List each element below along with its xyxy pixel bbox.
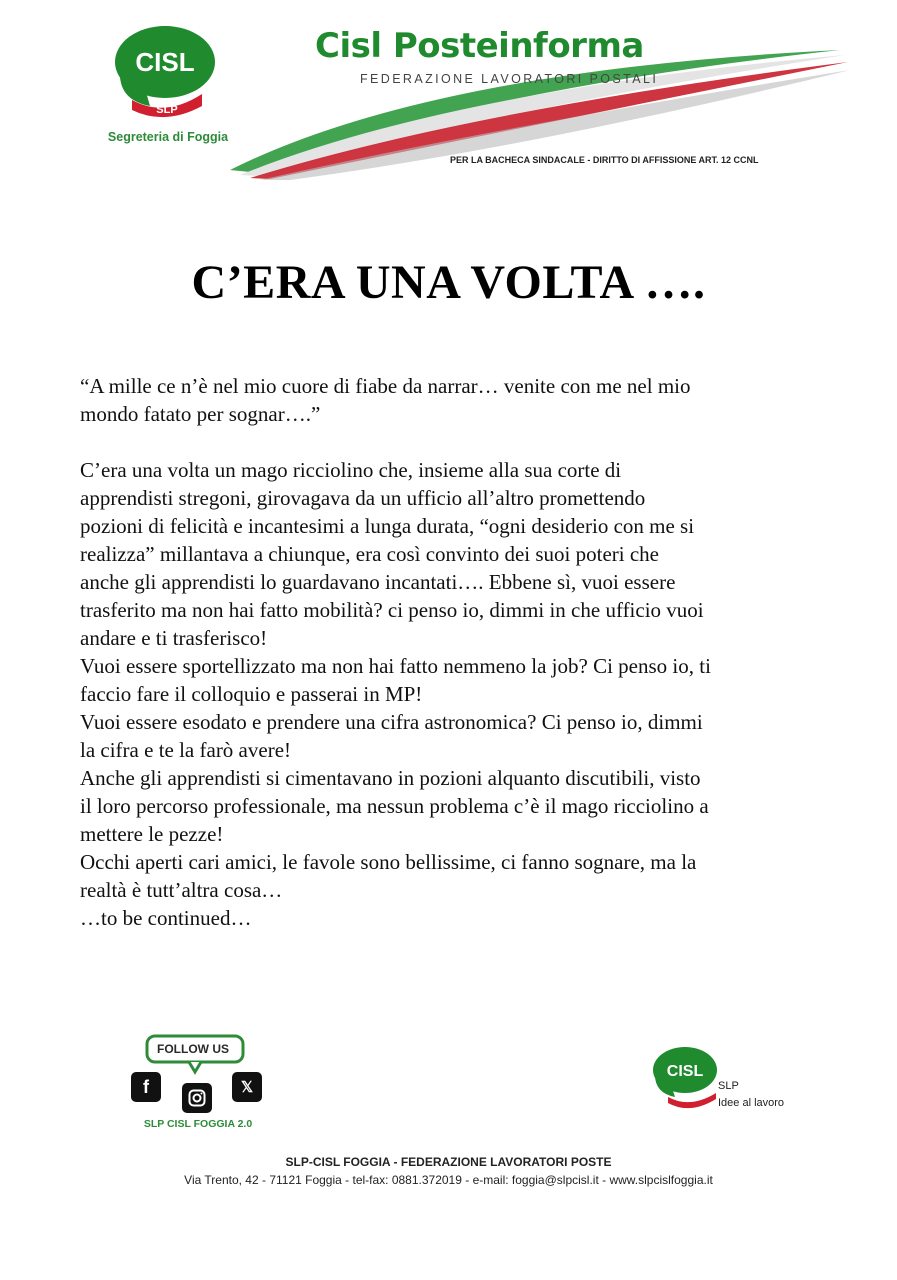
facebook-glyph: f — [143, 1076, 149, 1097]
body-line: apprendisti stregoni, girovagava da un ufficio all’altro promettendo — [80, 486, 646, 510]
follow-us-label: FOLLOW US — [157, 1042, 229, 1056]
cisl-slp-logo-small — [650, 1043, 720, 1113]
bacheca-notice: PER LA BACHECA SINDACALE - DIRITTO DI AFFISSIONE ART. 12 CCNL — [450, 155, 759, 165]
body-line: pozioni di felicità e incantesimi a lunga durata, “ogni desiderio con me si — [80, 514, 695, 538]
body-line: la cifra e te la farò avere! — [80, 738, 292, 762]
body-line: Vuoi essere sportellizzato ma non hai fatto nemmeno la job? Ci penso io, ti — [80, 654, 711, 678]
body-line: mettere le pezze! — [80, 822, 224, 846]
x-glyph: 𝕏 — [240, 1079, 254, 1096]
body-line: faccio fare il colloquio e passerai in MP! — [80, 682, 423, 706]
logo2-tagline: Idee al lavoro — [718, 1097, 785, 1109]
footer-contact: Via Trento, 42 - 71121 Foggia - tel-fax: 0881.372019 - e-mail: foggia@slpcisl.it - www.slpcislfoggia.it — [184, 1173, 713, 1187]
instagram-glyph — [188, 1089, 206, 1107]
cisl-slp-logo — [110, 22, 220, 132]
instagram-icon[interactable] — [182, 1083, 212, 1113]
x-twitter-icon[interactable] — [232, 1072, 262, 1102]
body-line: andare e ti trasferisco! — [80, 626, 268, 650]
segreteria-label: Segreteria di Foggia — [107, 130, 229, 144]
body-line: C’era una volta un mago ricciolino che, insieme alla sua corte di — [80, 458, 622, 482]
logo2-text: CISL — [666, 1063, 704, 1080]
body-line: Vuoi essere esodato e prendere una cifra astronomica? Ci penso io, dimmi — [80, 710, 703, 734]
article-body — [80, 372, 820, 932]
quote-line: “A mille ce n’è nel mio cuore di fiabe da narrar… venite con me nel mio — [80, 374, 691, 398]
body-line: trasferito ma non hai fatto mobilità? ci penso io, dimmi in che ufficio vuoi — [80, 598, 704, 622]
body-line: il loro percorso professionale, ma nessun problema c’è il mago ricciolino a — [80, 794, 709, 818]
page-title: C’ERA UNA VOLTA …. — [191, 256, 706, 309]
quote-line: mondo fatato per sognar….” — [80, 402, 321, 426]
social-name: SLP CISL FOGGIA 2.0 — [143, 1118, 253, 1130]
body-line: …to be continued… — [80, 906, 252, 930]
brand-title: Cisl Posteinforma — [315, 26, 644, 66]
facebook-icon[interactable] — [131, 1072, 161, 1102]
logo-badge: SLP — [156, 104, 178, 116]
body-line: anche gli apprendisti lo guardavano incantati…. Ebbene sì, vuoi essere — [80, 570, 676, 594]
body-line: realizza” millantava a chiunque, era così convinto dei suoi poteri che — [80, 542, 660, 566]
logo-text: CISL — [135, 47, 195, 77]
body-line: realtà è tutt’altra cosa… — [80, 878, 283, 902]
body-line: Occhi aperti cari amici, le favole sono bellissime, ci fanno sognare, ma la — [80, 850, 697, 874]
paragraph-gap — [80, 428, 820, 456]
body-line: Anche gli apprendisti si cimentavano in pozioni alquanto discutibili, visto — [80, 766, 701, 790]
brand-subtitle: FEDERAZIONE LAVORATORI POSTALI — [360, 72, 659, 86]
footer-org: SLP-CISL FOGGIA - FEDERAZIONE LAVORATORI POSTE — [285, 1155, 612, 1169]
logo2-slp: SLP — [718, 1080, 739, 1092]
